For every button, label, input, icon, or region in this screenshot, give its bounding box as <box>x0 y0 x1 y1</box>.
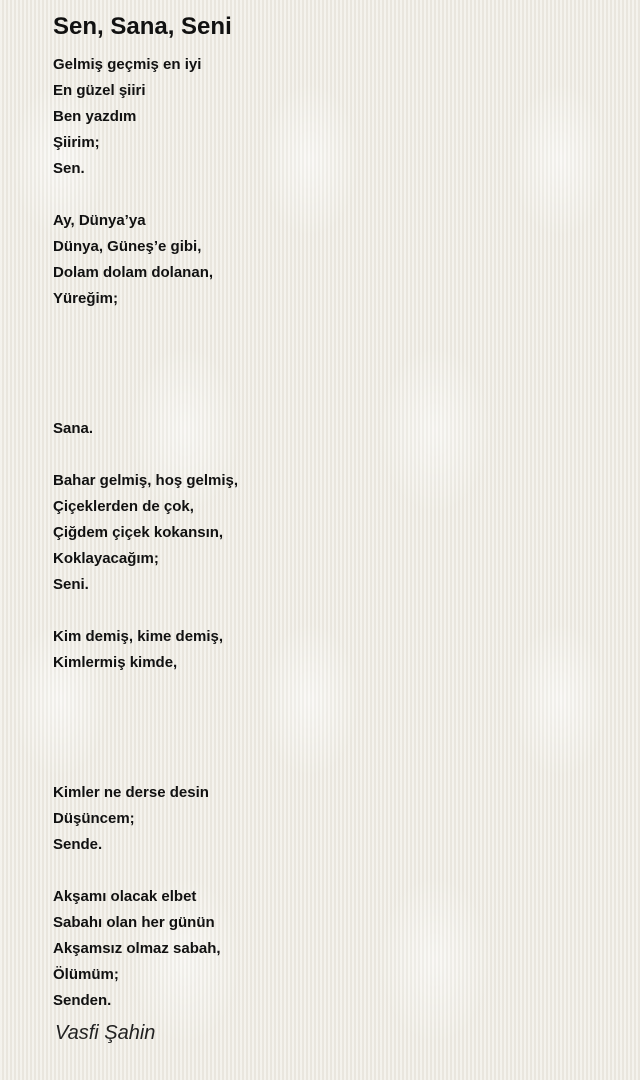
poem-line: Şiirim; <box>53 134 100 151</box>
poem-body <box>53 52 613 1014</box>
poem-line: Dolam dolam dolanan, <box>53 264 214 281</box>
poem-line: Akşamsız olmaz sabah, <box>53 940 221 957</box>
poem-line <box>53 338 613 364</box>
poem-line: Sen. <box>53 160 85 177</box>
poem-title: Sen, Sana, Seni <box>53 13 232 40</box>
poem-line <box>53 312 613 338</box>
poem-line <box>53 702 613 728</box>
poem-line: Sende. <box>53 836 103 853</box>
poem-line: Gelmiş geçmiş en iyi <box>53 56 202 73</box>
poem-line: Dünya, Güneş’e gibi, <box>53 238 202 255</box>
poem-line: Yüreğim; <box>53 290 119 307</box>
poem-line: Kimlermiş kimde, <box>53 654 178 671</box>
poem-line: Sana. <box>53 420 94 437</box>
poem-line: Sabahı olan her günün <box>53 914 215 931</box>
poem-line <box>53 728 613 754</box>
poem-line: Kimler ne derse desin <box>53 784 209 801</box>
poem-line: Koklayacağım; <box>53 550 159 567</box>
poem-author: Vasfi Şahin <box>55 1022 156 1044</box>
poem-line: Kim demiş, kime demiş, <box>53 628 224 645</box>
poem-line: Ölümüm; <box>53 966 119 983</box>
poem-line: Ben yazdım <box>53 108 137 125</box>
poem-line <box>53 858 613 884</box>
poem-line: En güzel şiiri <box>53 82 146 99</box>
poem-line: Düşüncem; <box>53 810 135 827</box>
poem-line: Ay, Dünya’ya <box>53 212 146 229</box>
poem-line: Bahar gelmiş, hoş gelmiş, <box>53 472 239 489</box>
poem-line <box>53 182 613 208</box>
poem-line: Çiçeklerden de çok, <box>53 498 194 515</box>
poem-line <box>53 364 613 390</box>
poem-line: Seni. <box>53 576 89 593</box>
poem-line: Senden. <box>53 992 112 1009</box>
poem-line: Çiğdem çiçek kokansın, <box>53 524 224 541</box>
poem-line <box>53 442 613 468</box>
poem-line <box>53 598 613 624</box>
poem-line: Akşamı olacak elbet <box>53 888 197 905</box>
poem-line <box>53 676 613 702</box>
poem-line <box>53 390 613 416</box>
poem-line <box>53 754 613 780</box>
